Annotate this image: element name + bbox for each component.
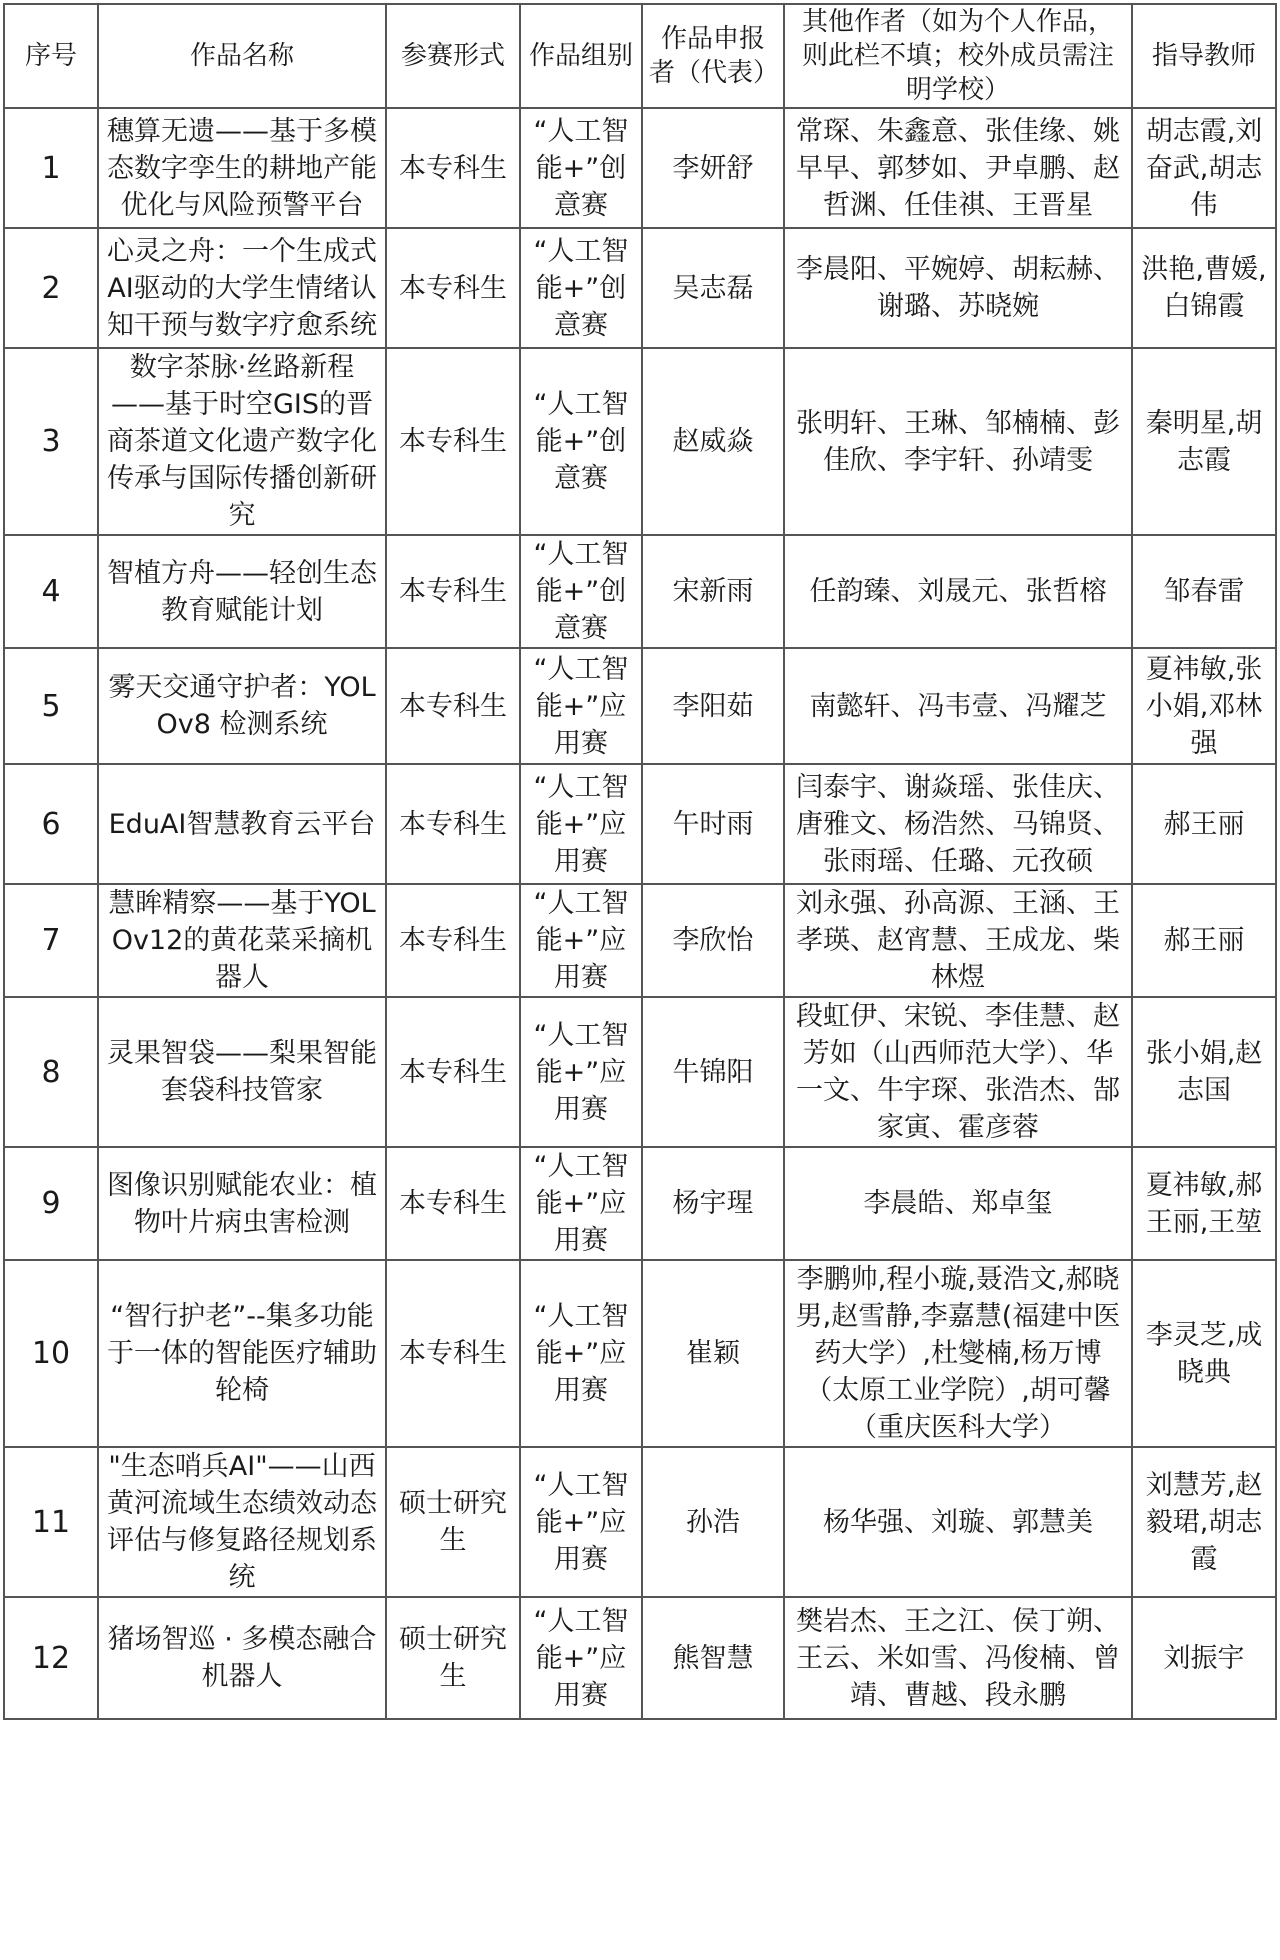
cell-leader: 杨宇瑆	[642, 1147, 784, 1260]
cell-leader: 熊智慧	[642, 1597, 784, 1719]
cell-form: 本专科生	[386, 348, 520, 535]
cell-name: 雾天交通守护者：YOLOv8 检测系统	[98, 648, 386, 764]
cell-seq: 9	[4, 1147, 98, 1260]
cell-others: 任韵臻、刘晟元、张哲榕	[784, 535, 1132, 648]
cell-name: “智行护老”--集多功能于一体的智能医疗辅助轮椅	[98, 1260, 386, 1447]
cell-name: 心灵之舟：一个生成式AI驱动的大学生情绪认知干预与数字疗愈系统	[98, 228, 386, 348]
cell-others: 杨华强、刘璇、郭慧美	[784, 1447, 1132, 1597]
header-form: 参赛形式	[386, 4, 520, 108]
cell-name: 智植方舟——轻创生态教育赋能计划	[98, 535, 386, 648]
cell-teacher: 夏祎敏,郝王丽,王堃	[1132, 1147, 1276, 1260]
award-table	[3, 3, 1277, 1720]
cell-seq: 11	[4, 1447, 98, 1597]
cell-others: 闫泰宇、谢焱瑶、张佳庆、唐雅文、杨浩然、马锦贤、张雨瑶、任璐、元孜硕	[784, 764, 1132, 884]
cell-seq: 5	[4, 648, 98, 764]
cell-teacher: 胡志霞,刘奋武,胡志伟	[1132, 108, 1276, 228]
cell-form: 本专科生	[386, 648, 520, 764]
cell-seq: 7	[4, 884, 98, 997]
cell-name: 数字茶脉·丝路新程——基于时空GIS的晋商茶道文化遗产数字化传承与国际传播创新研究	[98, 348, 386, 535]
cell-others: 李晨阳、平婉婷、胡耘赫、谢璐、苏晓婉	[784, 228, 1132, 348]
cell-form: 本专科生	[386, 997, 520, 1147]
cell-group: “人工智能+”应用赛	[520, 1147, 642, 1260]
header-group: 作品组别	[520, 4, 642, 108]
header-others: 其他作者（如为个人作品，则此栏不填；校外成员需注明学校）	[784, 4, 1132, 108]
table-row	[4, 764, 1276, 884]
header-seq: 序号	[4, 4, 98, 108]
cell-teacher: 张小娟,赵志国	[1132, 997, 1276, 1147]
table-row	[4, 1260, 1276, 1447]
cell-name: 灵果智袋——梨果智能套袋科技管家	[98, 997, 386, 1147]
cell-form: 本专科生	[386, 535, 520, 648]
cell-group: “人工智能+”创意赛	[520, 108, 642, 228]
cell-name: 慧眸精察——基于YOLOv12的黄花菜采摘机器人	[98, 884, 386, 997]
cell-group: “人工智能+”应用赛	[520, 764, 642, 884]
cell-leader: 赵威焱	[642, 348, 784, 535]
cell-leader: 崔颖	[642, 1260, 784, 1447]
cell-leader: 李妍舒	[642, 108, 784, 228]
cell-group: “人工智能+”创意赛	[520, 535, 642, 648]
cell-name: 图像识别赋能农业：植物叶片病虫害检测	[98, 1147, 386, 1260]
cell-teacher: 刘振宇	[1132, 1597, 1276, 1719]
cell-group: “人工智能+”创意赛	[520, 348, 642, 535]
table-row	[4, 535, 1276, 648]
table-row	[4, 1447, 1276, 1597]
cell-teacher: 洪艳,曹媛,白锦霞	[1132, 228, 1276, 348]
cell-others: 樊岩杰、王之江、侯丁朔、王云、米如雪、冯俊楠、曾靖、曹越、段永鹏	[784, 1597, 1132, 1719]
cell-others: 段虹伊、宋锐、李佳慧、赵芳如（山西师范大学）、华一文、牛宇琛、张浩杰、郜家寅、霍彦蓉	[784, 997, 1132, 1147]
cell-group: “人工智能+”应用赛	[520, 1447, 642, 1597]
cell-seq: 6	[4, 764, 98, 884]
cell-teacher: 郝王丽	[1132, 764, 1276, 884]
table-row	[4, 228, 1276, 348]
cell-name: 穗算无遗——基于多模态数字孪生的耕地产能优化与风险预警平台	[98, 108, 386, 228]
cell-others: 李鹏帅,程小璇,聂浩文,郝晓男,赵雪静,李嘉慧(福建中医药大学）,杜燮楠,杨万博（太原工业学院）,胡可馨（重庆医科大学）	[784, 1260, 1132, 1447]
cell-form: 本专科生	[386, 108, 520, 228]
cell-leader: 李阳茹	[642, 648, 784, 764]
cell-teacher: 秦明星,胡志霞	[1132, 348, 1276, 535]
cell-group: “人工智能+”应用赛	[520, 1260, 642, 1447]
table-row	[4, 648, 1276, 764]
cell-form: 本专科生	[386, 764, 520, 884]
cell-form: 本专科生	[386, 1260, 520, 1447]
header-row	[4, 4, 1276, 108]
cell-others: 刘永强、孙高源、王涵、王孝瑛、赵宵慧、王成龙、柴林煜	[784, 884, 1132, 997]
cell-seq: 8	[4, 997, 98, 1147]
cell-others: 常琛、朱鑫意、张佳缘、姚早早、郭梦如、尹卓鹏、赵哲渊、任佳祺、王晋星	[784, 108, 1132, 228]
cell-name: 猪场智巡 · 多模态融合机器人	[98, 1597, 386, 1719]
cell-leader: 牛锦阳	[642, 997, 784, 1147]
table-row	[4, 108, 1276, 228]
cell-teacher: 刘慧芳,赵毅珺,胡志霞	[1132, 1447, 1276, 1597]
cell-seq: 1	[4, 108, 98, 228]
cell-form: 硕士研究生	[386, 1597, 520, 1719]
cell-seq: 2	[4, 228, 98, 348]
cell-teacher: 郝王丽	[1132, 884, 1276, 997]
cell-form: 本专科生	[386, 1147, 520, 1260]
cell-name: EduAI智慧教育云平台	[98, 764, 386, 884]
cell-leader: 孙浩	[642, 1447, 784, 1597]
table-row	[4, 348, 1276, 535]
cell-teacher: 夏祎敏,张小娟,邓林强	[1132, 648, 1276, 764]
cell-seq: 10	[4, 1260, 98, 1447]
cell-teacher: 李灵芝,成晓典	[1132, 1260, 1276, 1447]
table-row	[4, 884, 1276, 997]
cell-others: 南懿轩、冯韦壹、冯耀芝	[784, 648, 1132, 764]
header-teacher: 指导教师	[1132, 4, 1276, 108]
cell-name: "生态哨兵AI"——山西黄河流域生态绩效动态评估与修复路径规划系统	[98, 1447, 386, 1597]
table-row	[4, 1147, 1276, 1260]
table-row	[4, 997, 1276, 1147]
cell-leader: 吴志磊	[642, 228, 784, 348]
cell-group: “人工智能+”应用赛	[520, 648, 642, 764]
cell-form: 本专科生	[386, 228, 520, 348]
header-leader: 作品申报者（代表）	[642, 4, 784, 108]
cell-others: 李晨皓、郑卓玺	[784, 1147, 1132, 1260]
cell-others: 张明轩、王琳、邹楠楠、彭佳欣、李宇轩、孙靖雯	[784, 348, 1132, 535]
cell-seq: 12	[4, 1597, 98, 1719]
cell-leader: 宋新雨	[642, 535, 784, 648]
cell-group: “人工智能+”应用赛	[520, 997, 642, 1147]
cell-group: “人工智能+”应用赛	[520, 884, 642, 997]
cell-group: “人工智能+”应用赛	[520, 1597, 642, 1719]
cell-form: 本专科生	[386, 884, 520, 997]
table-row	[4, 1597, 1276, 1719]
cell-seq: 4	[4, 535, 98, 648]
cell-teacher: 邹春雷	[1132, 535, 1276, 648]
header-name: 作品名称	[98, 4, 386, 108]
cell-leader: 午时雨	[642, 764, 784, 884]
table-body	[4, 108, 1276, 1719]
cell-group: “人工智能+”创意赛	[520, 228, 642, 348]
cell-leader: 李欣怡	[642, 884, 784, 997]
cell-seq: 3	[4, 348, 98, 535]
cell-form: 硕士研究生	[386, 1447, 520, 1597]
